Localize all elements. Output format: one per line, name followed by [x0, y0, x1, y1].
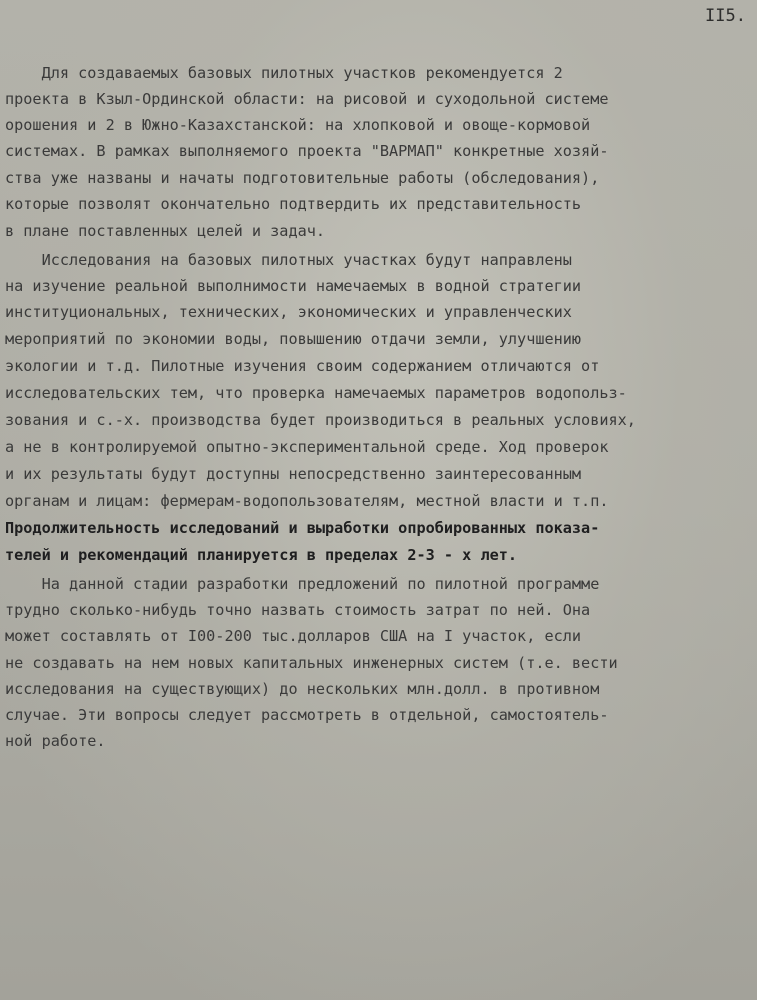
text-line: проекта в Кзыл-Ординской области: на рисовой и суходольной системе	[5, 90, 609, 108]
text-line: исследования на существующих) до нескольких млн.долл. в противном	[5, 680, 600, 698]
text-line: не создавать на нем новых капитальных инженерных систем (т.е. вести	[5, 654, 618, 672]
text-line: случае. Эти вопросы следует рассмотреть в отдельной, самостоятель-	[5, 706, 609, 724]
text-line: и их результаты будут доступны непосредственно заинтересованным	[5, 465, 582, 483]
text-line: на изучение реальной выполнимости намечаемых в водной стратегии	[5, 277, 582, 295]
text-line-emphasis: телей и рекомендаций планируется в пределах 2-3 - х лет.	[5, 546, 518, 564]
text-line: институциональных, технических, экономических и управленческих	[5, 303, 572, 321]
text-line: экологии и т.д. Пилотные изучения своим содержанием отличаются от	[5, 357, 600, 375]
text-line: ной работе.	[5, 732, 106, 750]
text-line: Для создаваемых базовых пилотных участков рекомендуется 2	[5, 64, 563, 82]
text-line: Исследования на базовых пилотных участках будут направлены	[5, 251, 572, 269]
page-number: II5.	[705, 6, 746, 26]
text-line: мероприятий по экономии воды, повышению отдачи земли, улучшению	[5, 330, 582, 348]
text-line: трудно сколько-нибудь точно назвать стоимость затрат по ней. Она	[5, 601, 591, 619]
text-line: системах. В рамках выполняемого проекта "ВАРМАП" конкретные хозяй-	[5, 142, 609, 160]
text-line: На данной стадии разработки предложений по пилотной программе	[5, 575, 600, 593]
text-line-emphasis: Продолжительность исследований и выработки опробированных показа-	[5, 519, 600, 537]
text-line: а не в контролируемой опытно-экспериментальной среде. Ход проверок	[5, 438, 609, 456]
text-line: зования и с.-х. производства будет производиться в реальных условиях,	[5, 411, 636, 429]
text-line: ства уже названы и начаты подготовительные работы (обследования),	[5, 169, 600, 187]
text-line: в плане поставленных целей и задач.	[5, 222, 326, 240]
text-line: которые позволят окончательно подтвердить их представительность	[5, 195, 582, 213]
text-line: орошения и 2 в Южно-Казахстанской: на хлопковой и овоще-кормовой	[5, 116, 591, 134]
text-line: органам и лицам: фермерам-водопользователям, местной власти и т.п.	[5, 492, 609, 510]
text-line: может составлять от I00-200 тыс.долларов США на I участок, если	[5, 627, 582, 645]
text-line: исследовательских тем, что проверка намечаемых параметров водопольз-	[5, 384, 627, 402]
